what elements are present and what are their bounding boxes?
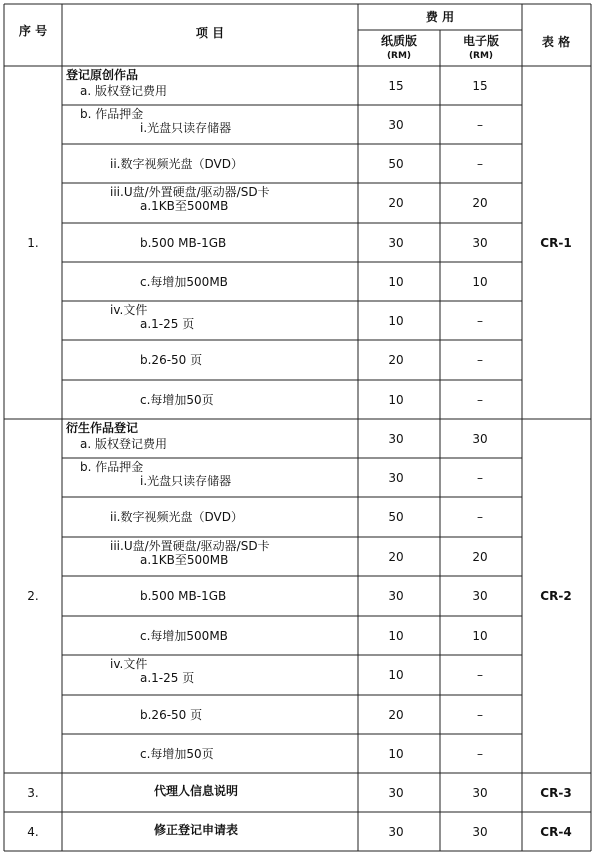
- digital-fee: 30: [472, 824, 488, 839]
- digital-fee: –: [477, 392, 483, 407]
- digital-fee: –: [477, 353, 483, 367]
- digital-fee: 30: [472, 785, 488, 800]
- item-text: c.每增加500MB: [140, 274, 228, 289]
- digital-fee: 30: [472, 235, 488, 250]
- item-text: b. 作品押金: [80, 107, 144, 121]
- form-code: CR-3: [540, 785, 572, 800]
- paper-fee: 20: [388, 707, 404, 722]
- section-title: 代理人信息说明: [153, 783, 239, 798]
- section-number: 2.: [27, 589, 39, 603]
- paper-fee: 30: [388, 235, 404, 250]
- item-text: b.500 MB-1GB: [140, 235, 227, 250]
- digital-fee: 30: [472, 431, 488, 446]
- digital-fee: –: [477, 470, 483, 485]
- item-text: a.1-25 页: [140, 317, 195, 331]
- item-text: b.26-50 页: [140, 353, 203, 367]
- header-fee: 费 用: [425, 10, 455, 24]
- digital-fee: 10: [472, 628, 488, 643]
- digital-fee: –: [477, 117, 483, 132]
- form-code: CR-4: [540, 824, 572, 839]
- item-text: iv.文件: [110, 657, 148, 671]
- item-text: b.500 MB-1GB: [140, 589, 227, 603]
- paper-fee: 30: [388, 589, 404, 603]
- item-text: iv.文件: [110, 303, 148, 317]
- section-title: 登记原创作品: [66, 68, 139, 82]
- item-text: a.1KB至500MB: [140, 553, 229, 567]
- item-text: b.26-50 页: [140, 707, 203, 722]
- paper-fee: 10: [388, 392, 404, 407]
- item-text: c.每增加50页: [140, 392, 214, 407]
- section-number: 1.: [27, 235, 39, 250]
- item-text: ii.数字视频光盘（DVD）: [110, 156, 243, 171]
- paper-fee: 50: [388, 156, 404, 171]
- paper-fee: 30: [388, 824, 404, 839]
- header-paper-unit: (RM): [386, 51, 412, 61]
- digital-fee: 20: [472, 196, 488, 210]
- header-seq: 序 号: [18, 24, 48, 38]
- paper-fee: 30: [388, 431, 404, 446]
- digital-fee: 20: [472, 549, 488, 564]
- paper-fee: 30: [388, 470, 404, 485]
- digital-fee: 15: [472, 78, 488, 93]
- item-text: c.每增加500MB: [140, 628, 228, 643]
- paper-fee: 10: [388, 668, 404, 682]
- digital-fee: –: [477, 510, 483, 524]
- digital-fee: –: [477, 156, 483, 171]
- header-paper: 纸质版: [380, 34, 418, 48]
- item-text: iii.U盘/外置硬盘/驱动器/SD卡: [110, 539, 270, 553]
- paper-fee: 10: [388, 628, 404, 643]
- form-code: CR-2: [540, 589, 572, 603]
- paper-fee: 20: [388, 353, 404, 367]
- paper-fee: 50: [388, 510, 404, 524]
- header-digital: 电子版: [462, 34, 500, 48]
- paper-fee: 30: [388, 785, 404, 800]
- section-number: 3.: [27, 785, 39, 800]
- digital-fee: –: [477, 313, 483, 328]
- header-digital-unit: (RM): [468, 51, 494, 61]
- paper-fee: 15: [388, 78, 404, 93]
- digital-fee: 30: [472, 589, 488, 603]
- paper-fee: 20: [388, 196, 404, 210]
- item-text: i.光盘只读存储器: [140, 121, 232, 135]
- section-title: 修正登记申请表: [153, 822, 239, 837]
- digital-fee: 10: [472, 274, 488, 289]
- item-text: i.光盘只读存储器: [140, 474, 232, 488]
- item-text: b. 作品押金: [80, 460, 144, 474]
- section-title: 衍生作品登记: [66, 421, 139, 435]
- item-text: a. 版权登记费用: [80, 84, 167, 98]
- item-text: a.1KB至500MB: [140, 199, 229, 213]
- paper-fee: 10: [388, 313, 404, 328]
- item-text: a.1-25 页: [140, 671, 195, 685]
- form-code: CR-1: [540, 235, 572, 250]
- paper-fee: 10: [388, 746, 404, 761]
- paper-fee: 20: [388, 549, 404, 564]
- header-item: 项 目: [195, 26, 225, 40]
- item-text: c.每增加50页: [140, 746, 214, 761]
- section-number: 4.: [27, 824, 39, 839]
- digital-fee: –: [477, 746, 483, 761]
- item-text: a. 版权登记费用: [80, 437, 167, 451]
- digital-fee: –: [477, 668, 483, 682]
- digital-fee: –: [477, 707, 483, 722]
- item-text: ii.数字视频光盘（DVD）: [110, 510, 243, 524]
- header-form: 表 格: [541, 35, 571, 49]
- paper-fee: 10: [388, 274, 404, 289]
- item-text: iii.U盘/外置硬盘/驱动器/SD卡: [110, 185, 270, 199]
- paper-fee: 30: [388, 117, 404, 132]
